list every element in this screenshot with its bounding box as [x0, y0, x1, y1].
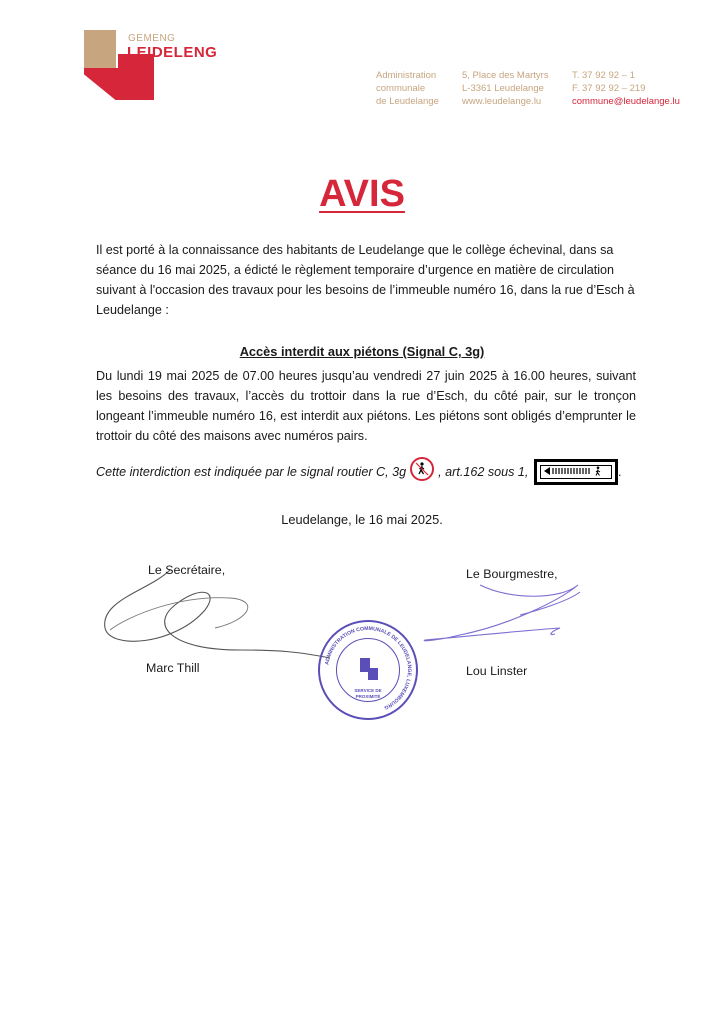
- header-website-link[interactable]: www.leudelange.lu: [462, 96, 542, 107]
- header-line: Administration: [376, 70, 437, 81]
- stamp-service-line-2: PROXIMITÉ: [355, 694, 381, 699]
- intro-paragraph: Il est porté à la connaissance des habitants de Leudelange que le collège échevinal, dans sa séance du 16 mai 2025, a édicté le règlement temporaire d’urgence en matière de circulation suivant à l'occasion des travaux pour les besoins de l’immeuble numéro 16, dans la rue d’Esch à Leudelange :: [96, 243, 635, 317]
- official-stamp: [318, 620, 418, 720]
- secretary-title: Le Secrétaire,: [148, 563, 226, 577]
- header-line: communale: [376, 83, 426, 94]
- header-line: L-3361 Leudelange: [462, 83, 544, 94]
- mayor-signature: [424, 585, 578, 641]
- notice-title: AVIS: [319, 173, 405, 215]
- header-fax: F. 37 92 92 – 219: [572, 83, 646, 94]
- regulation-heading: Accès interdit aux piétons (Signal C, 3g): [239, 344, 485, 359]
- logo-line-2: LEIDELENG: [127, 44, 218, 61]
- mayor-title: Le Bourgmestre,: [466, 567, 558, 581]
- date-line: Leudelange, le 16 mai 2025.: [281, 512, 443, 527]
- header-email-link[interactable]: commune@leudelange.lu: [572, 96, 680, 107]
- header-line: 5, Place des Martyrs: [462, 70, 549, 81]
- secretary-name: Marc Thill: [146, 661, 200, 675]
- mayor-name: Lou Linster: [466, 664, 528, 678]
- header-line: de Leudelange: [376, 96, 439, 107]
- indication-text-1: Cette interdiction est indiquée par le signal routier C, 3g: [96, 465, 407, 479]
- stamp-emblem: [318, 620, 418, 720]
- stamp-service-line-1: SERVICE DE: [354, 688, 382, 693]
- header-phone: T. 37 92 92 – 1: [572, 70, 635, 81]
- svg-text:ADMINISTRATION COMMUNALE DE LE: ADMINISTRATION COMMUNALE DE LEUDELANGE, LUXEMBOURG: [324, 625, 413, 711]
- logo-line-1: GEMENG: [128, 33, 176, 44]
- indication-end: .: [618, 465, 622, 479]
- indication-text-2: , art.162 sous 1,: [438, 465, 529, 479]
- regulation-paragraph: Du lundi 19 mai 2025 de 07.00 heures jusqu’au vendredi 27 juin 2025 à 16.00 heures, suivant les besoins des travaux, l’accès du trottoir dans la rue d’Esch, du côté pair, sur le tronçon longeant l’immeuble numéro 16, est interdit aux piétons. Les piétons sont obligés d’emprunter le trottoir du côté des maisons avec numéros pairs.: [96, 369, 636, 443]
- stamp-service-text: [318, 688, 418, 700]
